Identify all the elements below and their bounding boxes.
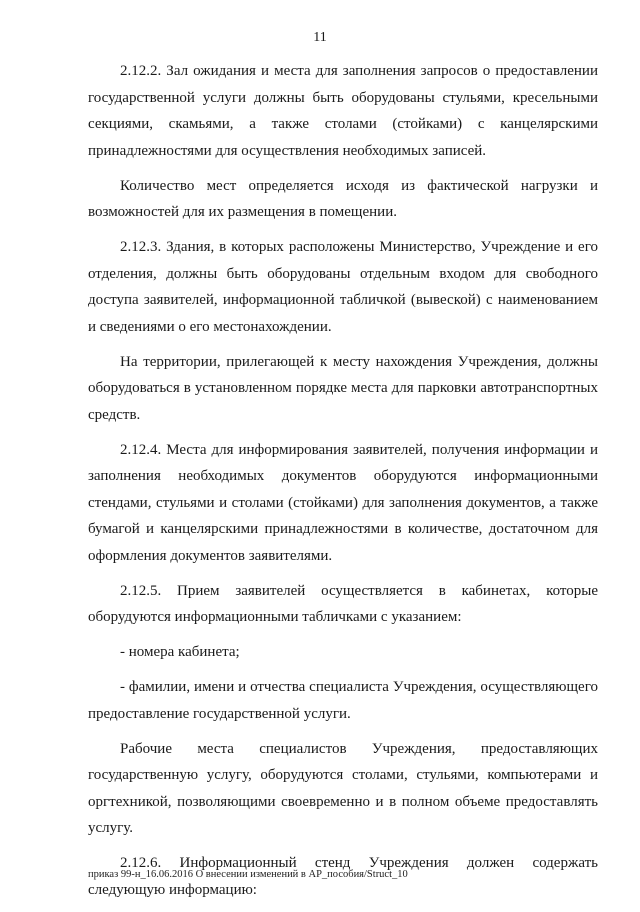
- paragraph-workplaces: Рабочие места специалистов Учреждения, предоставляющих государственную услугу, оборудуются столами, стульями, компьютерами и оргтехникой, позволяющими своевременно и в полном объеме предоставлять услугу.: [88, 740, 598, 836]
- document-body: [88, 58, 598, 912]
- paragraph-parking: На территории, прилегающей к месту нахождения Учреждения, должны оборудоваться в установленном порядке места для парковки автотранспортных средств.: [88, 353, 598, 423]
- paragraph-2-12-2: 2.12.2. Зал ожидания и места для заполнения запросов о предоставлении государственной услуги должны быть оборудованы стульями, кресельными секциями, скамьями, а также столами (стойками) с канцелярскими принадлежностями для осуществления необходимых записей.: [88, 63, 598, 159]
- paragraph-seat-count: Количество мест определяется исходя из фактической нагрузки и возможностей для их размещения в помещении.: [88, 177, 598, 220]
- paragraph-2-12-6: 2.12.6. Информационный стенд Учреждения должен содержать следующую информацию:: [88, 855, 598, 898]
- list-item-specialist-name: - фамилии, имени и отчества специалиста Учреждения, осуществляющего предоставление государственной услуги.: [88, 679, 598, 722]
- list-item-room-number: - номера кабинета;: [120, 644, 240, 660]
- paragraph-2-12-4: 2.12.4. Места для информирования заявителей, получения информации и заполнения необходимых документов оборудуются информационными стендами, стульями и столами (стойками) для заполнения документов, а также бумагой и канцелярскими принадлежностями в количестве, достаточном для оформления документов заявителями.: [88, 441, 598, 564]
- paragraph-2-12-5: 2.12.5. Прием заявителей осуществляется в кабинетах, которые оборудуются информационными табличками с указанием:: [88, 582, 598, 625]
- page-number: 11: [313, 30, 327, 45]
- document-footer: приказ 99-н_16.06.2016 О внесении изменений в АР_пособия/Struct_10: [88, 869, 408, 880]
- paragraph-2-12-3: 2.12.3. Здания, в которых расположены Министерство, Учреждение и его отделения, должны быть оборудованы отдельным входом для свободного доступа заявителей, информационной табличкой (вывеской) с наименованием и сведениями о его местонахождении.: [88, 239, 598, 335]
